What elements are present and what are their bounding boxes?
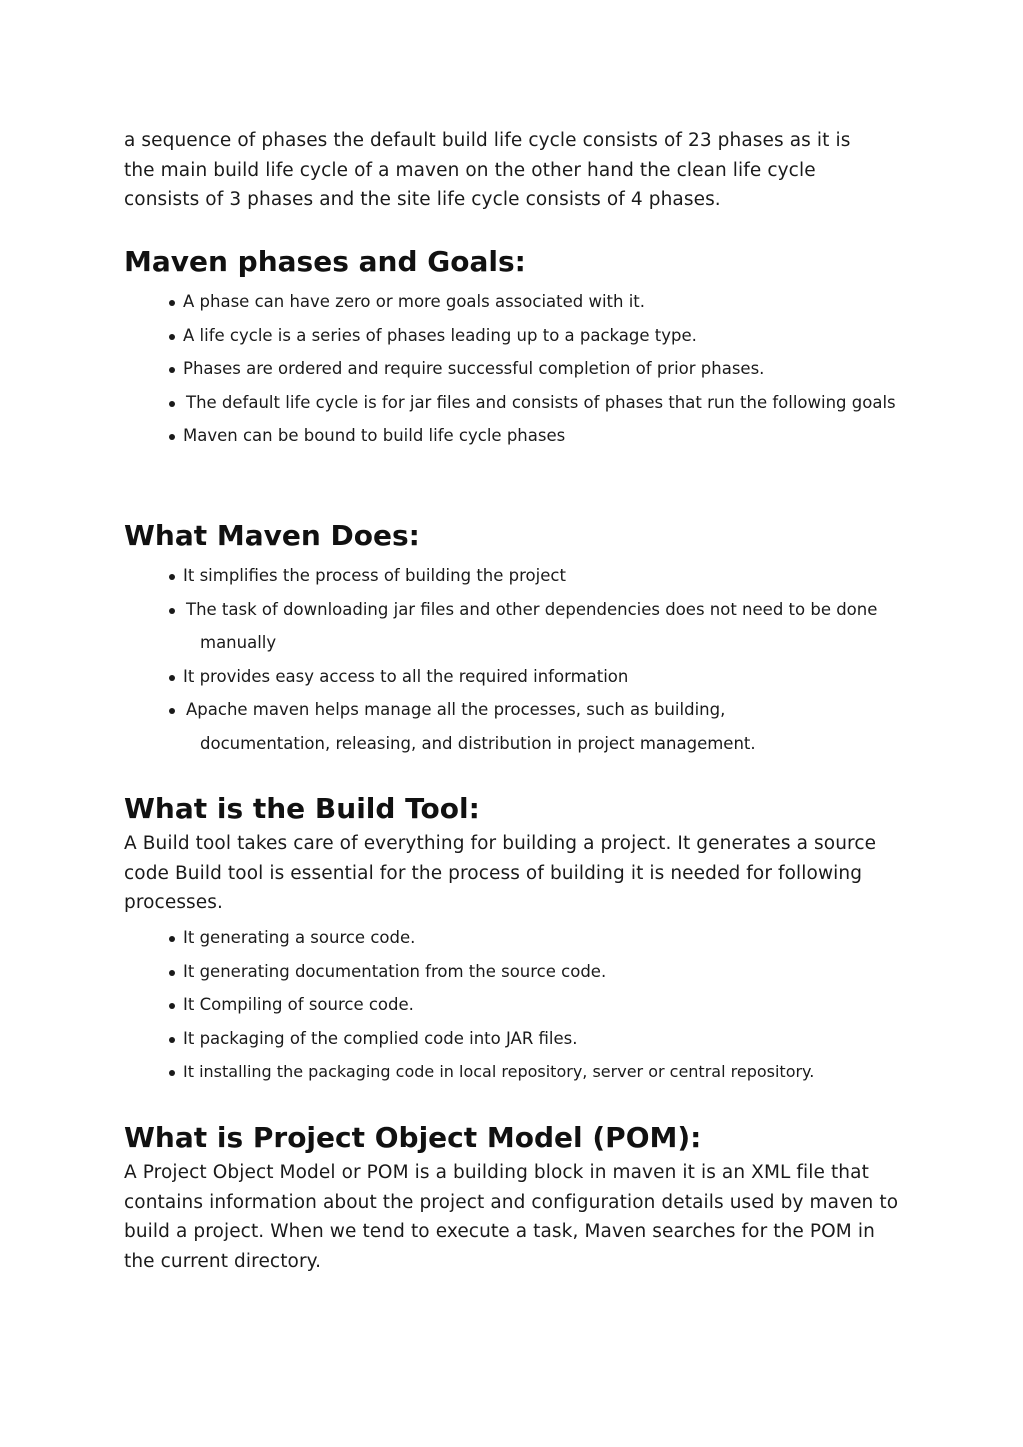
bullet-icon	[169, 1037, 175, 1043]
build-tool-paragraph: A Build tool takes care of everything for building a project. It generates a source code Build tool is essential for the process of building it is needed for following processes.	[124, 833, 877, 913]
list-item: The task of downloading jar files and other dependencies does not need to be done manually	[169, 593, 886, 660]
maven-phases-list	[124, 285, 949, 453]
bullet-icon	[169, 334, 175, 340]
bullet-icon	[169, 970, 175, 976]
section-heading-what-maven-does: What Maven Does:	[124, 519, 420, 552]
bullet-icon	[169, 574, 175, 580]
bullet-icon	[169, 675, 175, 681]
bullet-icon	[169, 1070, 175, 1076]
bullet-icon	[169, 434, 175, 440]
intro-paragraph: a sequence of phases the default build life cycle consists of 23 phases as it is the main build life cycle of a maven on the other hand the clean life cycle consists of 3 phases and the site life cycle consists of 4 phases.	[124, 130, 851, 210]
list-item: Phases are ordered and require successful completion of prior phases.	[169, 352, 949, 386]
list-item: It generating a source code.	[169, 921, 969, 955]
list-item: Apache maven helps manage all the processes, such as building, documentation, releasing, and distribution in project management.	[169, 693, 826, 760]
list-item: It Compiling of source code.	[169, 988, 969, 1022]
section-heading-pom: What is Project Object Model (POM):	[124, 1121, 702, 1154]
what-maven-does-list	[124, 559, 949, 760]
bullet-icon	[169, 1003, 175, 1009]
bullet-icon	[169, 936, 175, 942]
bullet-icon	[169, 300, 175, 306]
list-item: The default life cycle is for jar files and consists of phases that run the following goals	[169, 386, 896, 420]
list-item: It packaging of the complied code into JAR files.	[169, 1022, 969, 1056]
bullet-icon	[169, 367, 175, 373]
list-item: A phase can have zero or more goals associated with it.	[169, 285, 949, 319]
list-item: It provides easy access to all the required information	[169, 660, 949, 694]
list-item: A life cycle is a series of phases leading up to a package type.	[169, 319, 949, 353]
list-item: It installing the packaging code in local repository, server or central repository.	[169, 1055, 969, 1089]
section-heading-build-tool: What is the Build Tool:	[124, 792, 480, 825]
section-heading-maven-phases: Maven phases and Goals:	[124, 245, 526, 278]
build-tool-list	[124, 921, 969, 1089]
bullet-icon	[169, 708, 175, 714]
list-item: It generating documentation from the source code.	[169, 955, 969, 989]
list-item: It simplifies the process of building the project	[169, 559, 949, 593]
pom-paragraph: A Project Object Model or POM is a building block in maven it is an XML file that contains information about the project and configuration details used by maven to build a project. When we tend to execute a task, Maven searches for the POM in the current directory.	[124, 1162, 899, 1272]
bullet-icon	[169, 608, 175, 614]
list-item: Maven can be bound to build life cycle phases	[169, 419, 949, 453]
bullet-icon	[169, 401, 175, 407]
